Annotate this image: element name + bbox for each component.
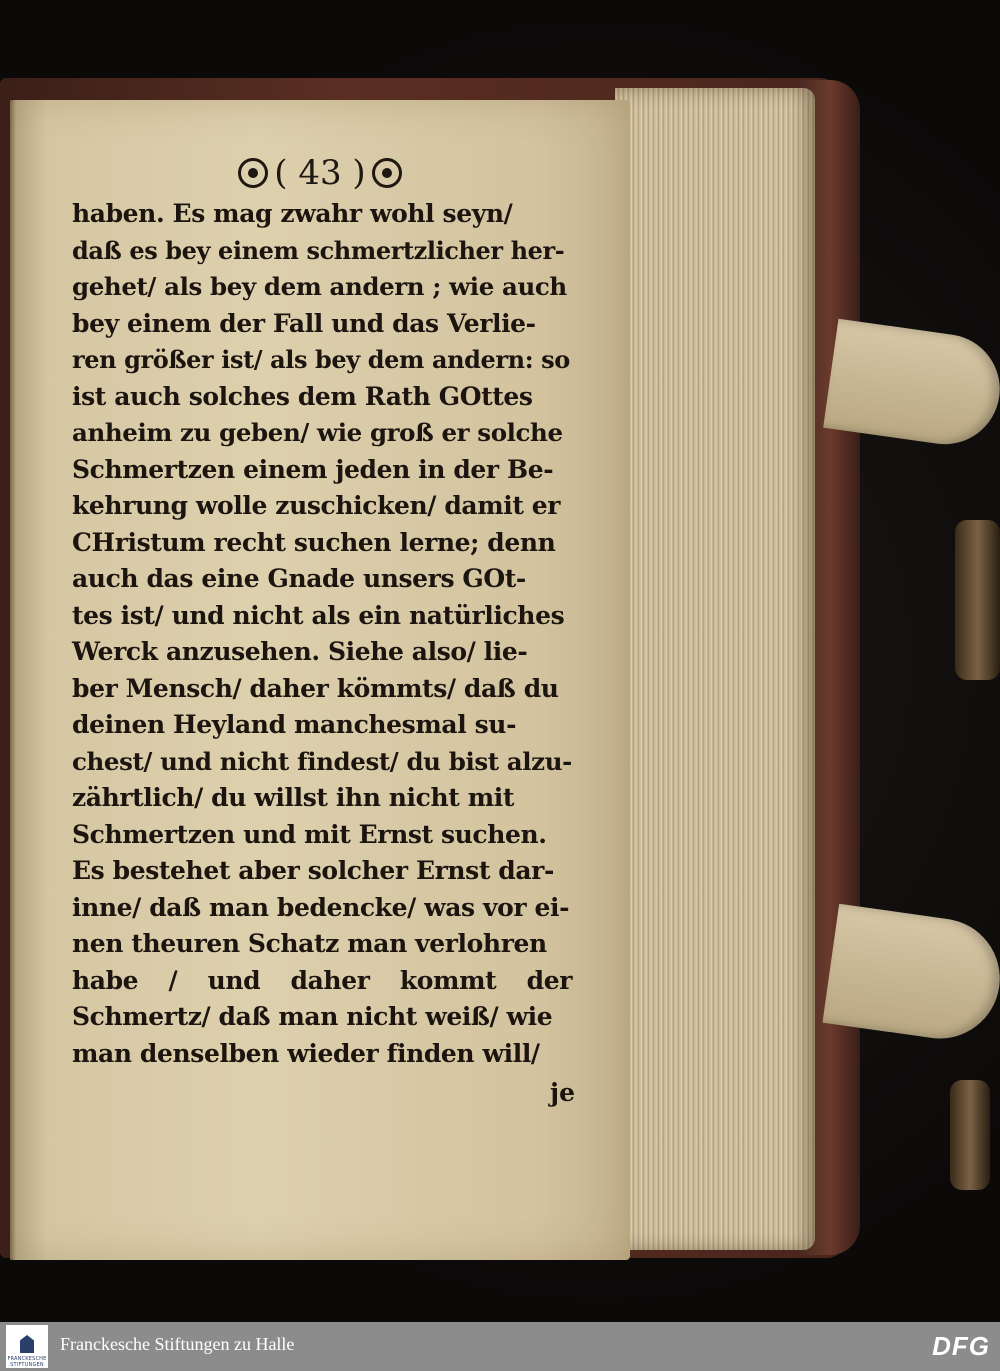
text-line: Schmertzen einem jeden in der Be- — [72, 454, 554, 484]
clasp-metal-top — [955, 520, 1000, 680]
text-line: daß es bey einem schmertzlicher her- — [72, 235, 565, 265]
franckesche-logo[interactable] — [6, 1325, 48, 1368]
catchword: je — [550, 1078, 575, 1107]
text-line: zährtlich/ du willst ihn nicht mit — [72, 783, 514, 812]
logo-text-2: STIFTUNGEN — [10, 1362, 44, 1368]
page-text — [72, 196, 572, 1072]
text-line: kehrung wolle zuschicken/ damit er — [72, 491, 561, 520]
dfg-logo[interactable]: DFG — [932, 1331, 990, 1361]
page-header — [220, 150, 420, 196]
text-line: ber Mensch/ daher kömmts/ daß du — [72, 673, 559, 703]
rosette-ornament-icon — [372, 158, 402, 188]
institution-name[interactable]: Franckesche Stiftungen zu Halle — [60, 1334, 295, 1354]
text-line: chest/ und nicht findest/ du bist alzu- — [72, 746, 572, 776]
text-line: deinen Heyland manchesmal su- — [72, 710, 517, 739]
text-line: CHristum recht suchen lerne; denn — [72, 527, 556, 557]
text-line: anheim zu geben/ wie groß er solche — [72, 418, 563, 447]
text-line: haben. Es mag zwahr wohl seyn/ — [72, 199, 513, 228]
text-line: Schmertz/ daß man nicht weiß/ wie — [72, 1002, 553, 1031]
logo-text-1: FRANCKESCHE — [7, 1356, 47, 1362]
text-line: Schmertzen und mit Ernst suchen. — [72, 819, 547, 849]
clasp-metal-bottom — [950, 1080, 990, 1190]
rosette-ornament-icon — [238, 158, 268, 188]
text-line: auch das eine Gnade unsers GOt- — [72, 564, 526, 593]
text-line: ren größer ist/ als bey dem andern: so — [72, 345, 570, 374]
text-line: nen theuren Schatz man verlohren — [72, 929, 547, 958]
text-line: gehet/ als bey dem andern ; wie auch — [72, 272, 567, 301]
page-fore-edge — [615, 88, 815, 1250]
text-line: inne/ daß man bedencke/ was vor ei- — [72, 892, 570, 922]
text-line: habe / und daher kommt der — [72, 965, 572, 995]
text-line: Werck anzusehen. Siehe also/ lie- — [72, 637, 528, 666]
page-number: ( 43 ) — [274, 153, 366, 193]
text-line: ist auch solches dem Rath GOttes — [72, 381, 533, 411]
clasp-strap-bottom — [822, 904, 1000, 1046]
building-icon — [20, 1335, 34, 1353]
clasp-strap-top — [823, 319, 1000, 452]
text-line: bey einem der Fall und das Verlie- — [72, 308, 536, 338]
text-line: man denselben wieder finden will/ — [72, 1038, 540, 1068]
page-gutter — [10, 100, 16, 1260]
viewer-footer — [0, 1322, 1000, 1371]
text-line: Es bestehet aber solcher Ernst dar- — [72, 856, 554, 885]
text-line: tes ist/ und nicht als ein natürliches — [72, 600, 565, 630]
